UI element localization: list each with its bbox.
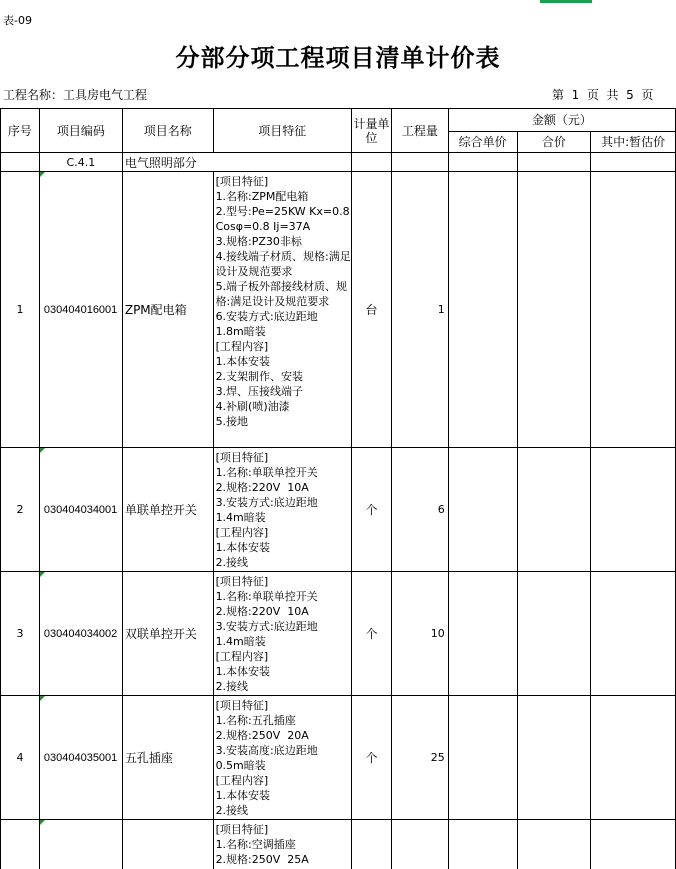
feature-line: 1.本体安装 [215, 789, 271, 802]
feature-line: 4.补刷(喷)油漆 [215, 400, 290, 413]
feature-line: 1.本体安装 [215, 355, 271, 368]
row-name[interactable]: 单联单控开关 [122, 448, 213, 572]
feature-line: 1.名称:ZPM配电箱 [215, 190, 309, 203]
project-name-label: 工程名称：工具房电气工程 [3, 88, 148, 102]
row-seq[interactable]: 2 [1, 448, 40, 572]
header-unit[interactable]: 计量单位 [352, 109, 392, 153]
row-total[interactable] [517, 448, 591, 572]
row-unit-price[interactable] [448, 172, 517, 448]
header-seq[interactable]: 序号 [1, 109, 40, 153]
row-total[interactable] [517, 696, 591, 820]
page-title: 分部分项工程项目清单计价表 [175, 43, 501, 72]
row-provisional[interactable] [591, 172, 676, 448]
table-row [1, 172, 676, 448]
feature-line: 3.安装方式:底边距地 [215, 496, 318, 509]
row-seq[interactable] [1, 820, 40, 869]
feature-line: 2.接线 [215, 804, 249, 817]
feature-line: 2.接线 [215, 680, 249, 693]
row-features[interactable] [213, 572, 352, 696]
feature-line: 1.4m暗装 [215, 635, 266, 648]
feature-line: 1.4m暗装 [215, 511, 266, 524]
row-name[interactable] [122, 820, 213, 869]
feature-line: 5.端子板外部接线材质、规格:满足设计及规范要求 [215, 280, 348, 308]
cell-comment-marker-icon [40, 820, 45, 825]
feature-line: 3.安装方式:底边距地 [215, 620, 318, 633]
section-name[interactable]: 电气照明部分 [122, 153, 351, 172]
cell-comment-marker-icon [40, 696, 45, 701]
row-unit[interactable]: 个 [352, 696, 392, 820]
feature-line: 3.安装高度:底边距地 [215, 744, 318, 757]
row-code[interactable] [39, 572, 122, 696]
row-total[interactable] [517, 172, 591, 448]
table-code-label: 表-09 [3, 14, 32, 27]
section-code[interactable]: C.4.1 [39, 153, 122, 172]
table-row [1, 572, 676, 696]
feature-line: 0.5m暗装 [215, 759, 266, 772]
header-code[interactable]: 项目编码 [39, 109, 122, 153]
row-seq[interactable]: 1 [1, 172, 40, 448]
row-unit[interactable]: 个 [352, 572, 392, 696]
feature-line: 3.焊、压接线端子 [215, 385, 304, 398]
section-price-cell[interactable] [448, 153, 517, 172]
row-qty[interactable]: 10 [391, 572, 448, 696]
row-unit-price[interactable] [448, 572, 517, 696]
row-unit-price[interactable] [448, 448, 517, 572]
feature-line: 1.名称:单联单控开关 [215, 590, 318, 603]
row-qty[interactable]: 1 [391, 172, 448, 448]
feature-line: [项目特征] [215, 175, 269, 188]
row-code-text: 030404016001 [43, 303, 118, 316]
cell-comment-marker-icon [40, 448, 45, 453]
feature-line: 2.支架制作、安装 [215, 370, 304, 383]
row-code-text: 030404034002 [43, 627, 118, 640]
feature-line: [项目特征] [215, 699, 269, 712]
header-feature[interactable]: 项目特征 [213, 109, 352, 153]
feature-line: 6.安装方式:底边距地 [215, 310, 318, 323]
row-qty[interactable]: 25 [391, 696, 448, 820]
row-seq[interactable]: 4 [1, 696, 40, 820]
feature-line: [工程内容] [215, 650, 269, 663]
row-features[interactable] [213, 820, 352, 869]
feature-line: 2.规格:220V 10A [215, 605, 309, 618]
header-amount[interactable]: 金额（元） [448, 109, 675, 132]
active-sheet-tab-accent [540, 0, 592, 3]
cell-comment-marker-icon [40, 172, 45, 177]
feature-line: [项目特征] [215, 451, 269, 464]
row-provisional[interactable] [591, 820, 676, 869]
feature-line: [工程内容] [215, 340, 269, 353]
feature-line: 4.接线端子材质、规格:满足设计及规范要求 [215, 250, 351, 278]
feature-line: [项目特征] [215, 575, 269, 588]
feature-line: 5.接地 [215, 415, 249, 428]
row-total[interactable] [517, 572, 591, 696]
section-unit-cell[interactable] [352, 153, 392, 172]
feature-line: 1.名称:单联单控开关 [215, 466, 318, 479]
row-code[interactable] [39, 820, 122, 869]
row-code[interactable] [39, 696, 122, 820]
row-total[interactable] [517, 820, 591, 869]
row-name[interactable]: 双联单控开关 [122, 572, 213, 696]
cell-comment-marker-icon [40, 572, 45, 577]
feature-line: 2.规格:220V 10A [215, 481, 309, 494]
row-code[interactable] [39, 172, 122, 448]
header-provisional[interactable]: 其中:暂估价 [591, 132, 676, 153]
row-unit[interactable] [352, 820, 392, 869]
feature-line: 2.规格:250V 20A [215, 729, 309, 742]
feature-line: 2.型号:Pe=25KW Kx=0.8 [215, 205, 350, 218]
section-total-cell[interactable] [517, 153, 591, 172]
header-unit-price[interactable]: 综合单价 [448, 132, 517, 153]
row-features[interactable] [213, 696, 352, 820]
table-row [1, 448, 676, 572]
row-name[interactable]: 五孔插座 [122, 696, 213, 820]
feature-line: [项目特征] [215, 823, 269, 836]
table-row [1, 820, 676, 869]
table-row [1, 696, 676, 820]
header-name[interactable]: 项目名称 [122, 109, 213, 153]
row-qty[interactable] [391, 820, 448, 869]
feature-line: 2.规格:250V 25A [215, 853, 309, 866]
row-unit[interactable]: 个 [352, 448, 392, 572]
section-seq-cell[interactable] [1, 153, 40, 172]
feature-line: 1.名称:五孔插座 [215, 714, 296, 727]
feature-line: 1.本体安装 [215, 541, 271, 554]
row-provisional[interactable] [591, 696, 676, 820]
row-provisional[interactable] [591, 572, 676, 696]
row-seq[interactable]: 3 [1, 572, 40, 696]
feature-line: 1.本体安装 [215, 665, 271, 678]
row-unit-price[interactable] [448, 696, 517, 820]
row-provisional[interactable] [591, 448, 676, 572]
row-features[interactable] [213, 172, 352, 448]
feature-line: 3.规格:PZ30非标 [215, 235, 302, 248]
row-qty[interactable]: 6 [391, 448, 448, 572]
row-name[interactable]: ZPM配电箱 [122, 172, 213, 448]
feature-line: 1.8m暗装 [215, 325, 266, 338]
row-code-text: 030404035001 [43, 751, 118, 764]
row-code-text: 030404034001 [43, 503, 118, 516]
header-total[interactable]: 合价 [517, 132, 591, 153]
page-info: 第 1 页 共 5 页 [552, 88, 654, 102]
bill-of-quantities-table [0, 108, 676, 869]
row-unit[interactable]: 台 [352, 172, 392, 448]
row-features[interactable] [213, 448, 352, 572]
header-qty[interactable]: 工程量 [391, 109, 448, 153]
feature-line: 2.接线 [215, 556, 249, 569]
section-prov-cell[interactable] [591, 153, 676, 172]
section-qty-cell[interactable] [391, 153, 448, 172]
feature-line: Cosφ=0.8 Ij=37A [215, 220, 311, 233]
feature-line: [工程内容] [215, 526, 269, 539]
feature-line: 1.名称:空调插座 [215, 838, 296, 851]
feature-line: [工程内容] [215, 774, 269, 787]
row-unit-price[interactable] [448, 820, 517, 869]
row-code[interactable] [39, 448, 122, 572]
